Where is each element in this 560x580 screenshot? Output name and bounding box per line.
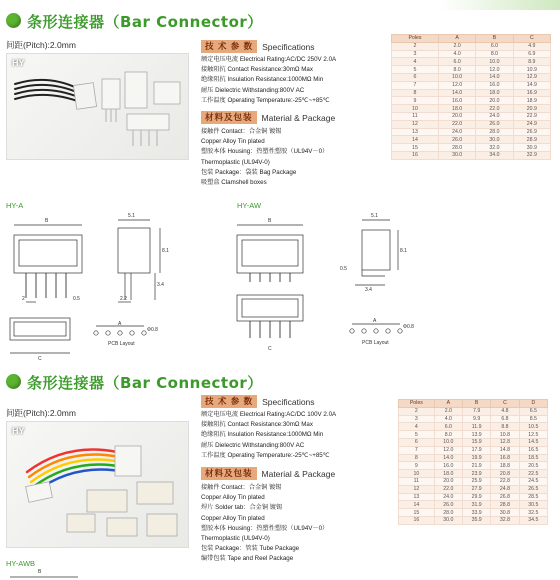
table-cell: 16 [392,151,439,159]
model-label-hy-a: HY-A [6,201,24,210]
table-header-cell: Poles [392,35,439,43]
table-cell: 10.0 [438,73,475,81]
table-cell: 16.0 [438,97,475,105]
table-cell: 13.9 [462,431,490,439]
material-header-zh: 材料及包装 [201,111,257,124]
table-cell: 20.5 [519,462,547,470]
table-cell: 15 [392,144,439,152]
table-cell: 30.5 [519,501,547,509]
table-cell: 8.0 [434,431,462,439]
hy-a-bottom-body [10,318,70,340]
dim-label: B [45,218,49,224]
table-cell: 28.0 [438,144,475,152]
pole-dimension-table [398,399,548,525]
material-header-en: Material & Package [261,112,336,123]
hy-a-side-body [118,228,150,273]
product-photo [6,421,189,548]
table-cell: 24.0 [438,128,475,136]
table-cell: 28.0 [434,509,462,517]
table-cell: 24.0 [476,112,513,120]
table-row [399,470,548,478]
dim-label: 0.5 [340,266,347,272]
table-cell: 30.8 [491,509,519,517]
material-line: 包装 Package：管装 Tube Package [201,545,300,553]
table-row [392,58,551,66]
table-cell: 34.0 [476,151,513,159]
table-cell: 27.9 [462,485,490,493]
material-list [201,483,328,565]
table-cell: 8.0 [438,66,475,74]
material-header-en: Material & Package [261,468,336,479]
section-bullet-icon [6,13,21,28]
material-line: 焊片 Solder tab：合金铜 镀锡 [201,504,283,512]
table-cell: 12.9 [513,73,550,81]
table-cell: 8.9 [513,58,550,66]
photo-label: HY [12,58,25,68]
spec-line: 绝缘阻抗 Insulation Resistance:1000MΩ Min [201,76,324,84]
dim-label: 2.2 [120,296,127,302]
table-cell: 34.5 [519,516,547,524]
pitch-label: 间距(Pitch):2.0mm [6,40,76,50]
dim-label: 2 [22,296,25,302]
table-row [399,516,548,524]
table-cell: 12.5 [519,431,547,439]
table-row [399,462,548,470]
table-cell: 2 [399,407,435,415]
table-row [392,42,551,50]
table-cell: 2.0 [438,42,475,50]
table-cell: 8 [399,454,435,462]
table-cell: 20.8 [491,470,519,478]
table-row [392,151,551,159]
table-cell: 26.0 [476,120,513,128]
table-row [399,485,548,493]
table-header-cell: C [491,400,519,408]
table-cell: 10.8 [491,431,519,439]
table-cell: 4 [392,58,439,66]
material-header [201,467,335,480]
table-cell: 6.0 [438,58,475,66]
table-cell: 32.5 [519,509,547,517]
model-label-hy-awb: HY-AWB [6,559,36,568]
table-cell: 28.8 [491,501,519,509]
material-line: 塑胶本体 Housing：热塑性塑胶（UL94V－0） [201,148,329,156]
dim-label: Φ0.8 [403,324,414,330]
table-cell: 14.0 [434,454,462,462]
table-cell: 2.0 [434,407,462,415]
table-cell: 32.9 [513,151,550,159]
table-cell: 5 [399,431,435,439]
table-cell: 10 [399,470,435,478]
pole-dimension-table [391,34,551,160]
table-cell: 22.0 [438,120,475,128]
spec-line: 额定电压电流 Electrical Rating:AC/DC 100V 2.0A [201,411,337,418]
table-cell: 11 [392,112,439,120]
pcb-layout-caption: PCB Layout [362,340,389,346]
table-cell: 28.5 [519,493,547,501]
table-cell: 29.9 [462,493,490,501]
table-cell: 14.0 [438,89,475,97]
table-cell: 7.9 [462,407,490,415]
connector-photo-illustration [7,422,188,547]
table-cell: 6.9 [513,50,550,58]
spec-line: 耐压 Dielectric Withstanding:800V AC [201,441,305,449]
material-line: Copper Alloy Tin plated [201,514,265,522]
table-cell: 12.0 [438,81,475,89]
table-row [392,66,551,74]
table-cell: 10 [392,105,439,113]
table-cell: 3 [399,415,435,423]
table-cell: 16.8 [491,454,519,462]
dim-label: C [268,346,272,352]
table-header-cell: B [462,400,490,408]
table-cell: 28.9 [513,136,550,144]
model-label-hy-aw: HY-AW [237,201,262,210]
table-cell: 12 [392,120,439,128]
table-row [392,120,551,128]
table-cell: 30.9 [513,144,550,152]
table-row [399,501,548,509]
dim-label: A [373,318,377,324]
table-cell: 25.9 [462,477,490,485]
spec-line: 额定电压电流 Electrical Rating:AC/DC 250V 2.0A [201,56,337,63]
table-cell: 4.0 [438,50,475,58]
table-cell: 19.9 [462,454,490,462]
material-line: Thermoplastic (UL94V-0) [201,535,270,543]
photo-label: HY [12,426,25,436]
table-cell: 18.0 [438,105,475,113]
table-cell: 30.0 [434,516,462,524]
product-photo [6,53,189,160]
table-row [392,73,551,81]
table-cell: 20.0 [476,97,513,105]
table-cell: 8 [392,89,439,97]
table-cell: 4.9 [513,42,550,50]
dim-label: 3.4 [365,287,372,293]
table-cell: 6.8 [491,415,519,423]
table-cell: 15.9 [462,438,490,446]
material-header [201,111,335,124]
spec-line: 绝缘阻抗 Insulation Resistance:1000MΩ Min [201,431,324,439]
table-cell: 2 [392,42,439,50]
specifications-header [201,395,315,408]
table-cell: 5 [392,66,439,74]
table-cell: 22.8 [491,477,519,485]
dim-label: B [268,218,272,224]
dim-label: C [38,356,42,362]
table-header-cell: D [519,400,547,408]
material-line: Copper Alloy Tin plated [201,494,265,502]
table-cell: 16.9 [513,89,550,97]
table-cell: 8.0 [476,50,513,58]
dim-label: 5.1 [371,213,378,219]
table-row [399,415,548,423]
table-row [392,81,551,89]
table-header-cell: C [513,35,550,43]
table-cell: 10.5 [519,423,547,431]
material-line: 编带包装 Tape and Reel Package [201,555,294,563]
table-cell: 18.0 [476,89,513,97]
table-cell: 16.5 [519,446,547,454]
spec-line: 接触阻抗 Contact Resistance:30mΩ Max [201,66,313,74]
table-cell: 28.0 [476,128,513,136]
dim-label: Φ0.8 [147,327,158,333]
hy-awb-drawing-fragment [0,574,120,580]
material-line: 接触件 Contact：合金铜 镀锡 [201,484,282,491]
table-cell: 24.0 [434,493,462,501]
table-cell: 6.0 [476,42,513,50]
pitch-label: 间距(Pitch):2.0mm [6,408,76,418]
table-cell: 10.9 [513,66,550,74]
table-row [392,112,551,120]
spec-line: 耐压 Dielectric Withstanding:800V AC [201,86,305,94]
table-cell: 18.0 [434,470,462,478]
spec-line: 工作温度 Operating Temperature:-25℃~+85℃ [201,96,330,104]
table-cell: 26.8 [491,493,519,501]
specifications-header-zh: 技 术 参 数 [201,395,257,408]
table-cell: 7 [392,81,439,89]
table-cell: 14.5 [519,438,547,446]
table-cell: 11.9 [462,423,490,431]
table-cell: 13 [399,493,435,501]
table-row [392,136,551,144]
table-cell: 10.0 [476,58,513,66]
table-cell: 14.8 [491,446,519,454]
specifications-header-en: Specifications [262,41,315,52]
table-cell: 24.8 [491,485,519,493]
table-cell: 7 [399,446,435,454]
table-cell: 33.9 [462,509,490,517]
table-row [399,407,548,415]
table-header-cell: A [434,400,462,408]
table-cell: 26.0 [434,501,462,509]
table-cell: 9 [399,462,435,470]
table-cell: 22.5 [519,470,547,478]
table-cell: 9.9 [462,415,490,423]
pcb-layout-caption: PCB Layout [108,341,135,347]
dim-label: A [118,321,122,327]
table-cell: 9 [392,97,439,105]
section-title: 条形连接器（Bar Connector） [27,374,263,392]
table-cell: 22.9 [513,112,550,120]
dim-label: 8.1 [400,248,407,254]
spec-list [201,55,336,106]
dim-label: 0.5 [73,296,80,302]
spec-line: 接触阻抗 Contact Resistance:30mΩ Max [201,421,313,429]
table-row [392,105,551,113]
hy-a-front-body [14,235,82,273]
table-cell: 22.0 [476,105,513,113]
material-line: 塑胶本体 Housing：热塑性塑胶（UL94V－0） [201,524,329,532]
dim-label: 3.4 [157,282,164,288]
section-title: 条形连接器（Bar Connector） [27,13,263,31]
table-row [392,50,551,58]
table-cell: 24.9 [513,120,550,128]
table-row [399,423,548,431]
specifications-header-en: Specifications [262,396,315,407]
table-cell: 16 [399,516,435,524]
table-cell: 14.9 [513,81,550,89]
material-line: 吸塑盒 Clamshell boxes [201,179,267,187]
table-cell: 12.0 [434,446,462,454]
table-row [399,431,548,439]
table-row [399,477,548,485]
dim-label: B [38,569,42,575]
table-cell: 4 [399,423,435,431]
table-cell: 15 [399,509,435,517]
table-cell: 6.5 [519,407,547,415]
table-cell: 24.5 [519,477,547,485]
table-cell: 8.5 [519,415,547,423]
dim-label: 8.1 [162,248,169,254]
table-cell: 16.0 [434,462,462,470]
table-cell: 26.5 [519,485,547,493]
table-cell: 22.0 [434,485,462,493]
table-row [399,509,548,517]
table-cell: 14.0 [476,73,513,81]
table-cell: 17.9 [462,446,490,454]
table-cell: 18.9 [513,97,550,105]
table-cell: 32.8 [491,516,519,524]
table-row [392,97,551,105]
table-header-cell: B [476,35,513,43]
table-cell: 31.9 [462,501,490,509]
table-cell: 20.9 [513,105,550,113]
table-cell: 6 [399,438,435,446]
material-line: 包装 Package：袋装 Bag Package [201,168,297,176]
table-cell: 14 [399,501,435,509]
table-row [399,454,548,462]
table-cell: 30.0 [476,136,513,144]
material-header-zh: 材料及包装 [201,467,257,480]
table-row [392,144,551,152]
table-cell: 14 [392,136,439,144]
table-header-cell: A [438,35,475,43]
table-cell: 12.8 [491,438,519,446]
table-cell: 6 [392,73,439,81]
material-list [201,127,328,188]
section-bullet-icon [6,374,21,389]
table-cell: 35.9 [462,516,490,524]
specifications-header-zh: 技 术 参 数 [201,40,257,53]
table-cell: 18.8 [491,462,519,470]
table-cell: 3 [392,50,439,58]
table-row [399,438,548,446]
material-line: Thermoplastic (UL94V-0) [201,158,270,166]
table-cell: 16.0 [476,81,513,89]
table-cell: 4.8 [491,407,519,415]
table-cell: 21.9 [462,462,490,470]
spec-line: 工作温度 Operating Temperature:-25℃~+85℃ [201,451,330,459]
table-cell: 4.0 [434,415,462,423]
table-row [399,446,548,454]
table-cell: 13 [392,128,439,136]
table-cell: 23.9 [462,470,490,478]
hy-aw-side-body [362,230,390,270]
table-cell: 32.0 [476,144,513,152]
table-cell: 8.8 [491,423,519,431]
top-corner-gradient [440,0,560,10]
specifications-header [201,40,315,53]
table-cell: 20.0 [438,112,475,120]
table-cell: 6.0 [434,423,462,431]
table-cell: 30.0 [438,151,475,159]
table-row [392,128,551,136]
hy-aw-front-body [237,235,303,273]
dim-label: 5.1 [128,213,135,219]
table-cell: 10.0 [434,438,462,446]
table-cell: 12 [399,485,435,493]
table-cell: 26.9 [513,128,550,136]
table-cell: 12.0 [476,66,513,74]
spec-list [201,410,336,461]
table-row [392,89,551,97]
material-line: Copper Alloy Tin plated [201,138,265,146]
table-cell: 26.0 [438,136,475,144]
table-cell: 18.5 [519,454,547,462]
table-cell: 11 [399,477,435,485]
table-header-cell: Poles [399,400,435,408]
material-line: 接触件 Contact：合金铜 镀锡 [201,128,282,135]
connector-photo-illustration [7,54,188,159]
table-cell: 20.0 [434,477,462,485]
technical-drawings [0,210,560,368]
table-row [399,493,548,501]
